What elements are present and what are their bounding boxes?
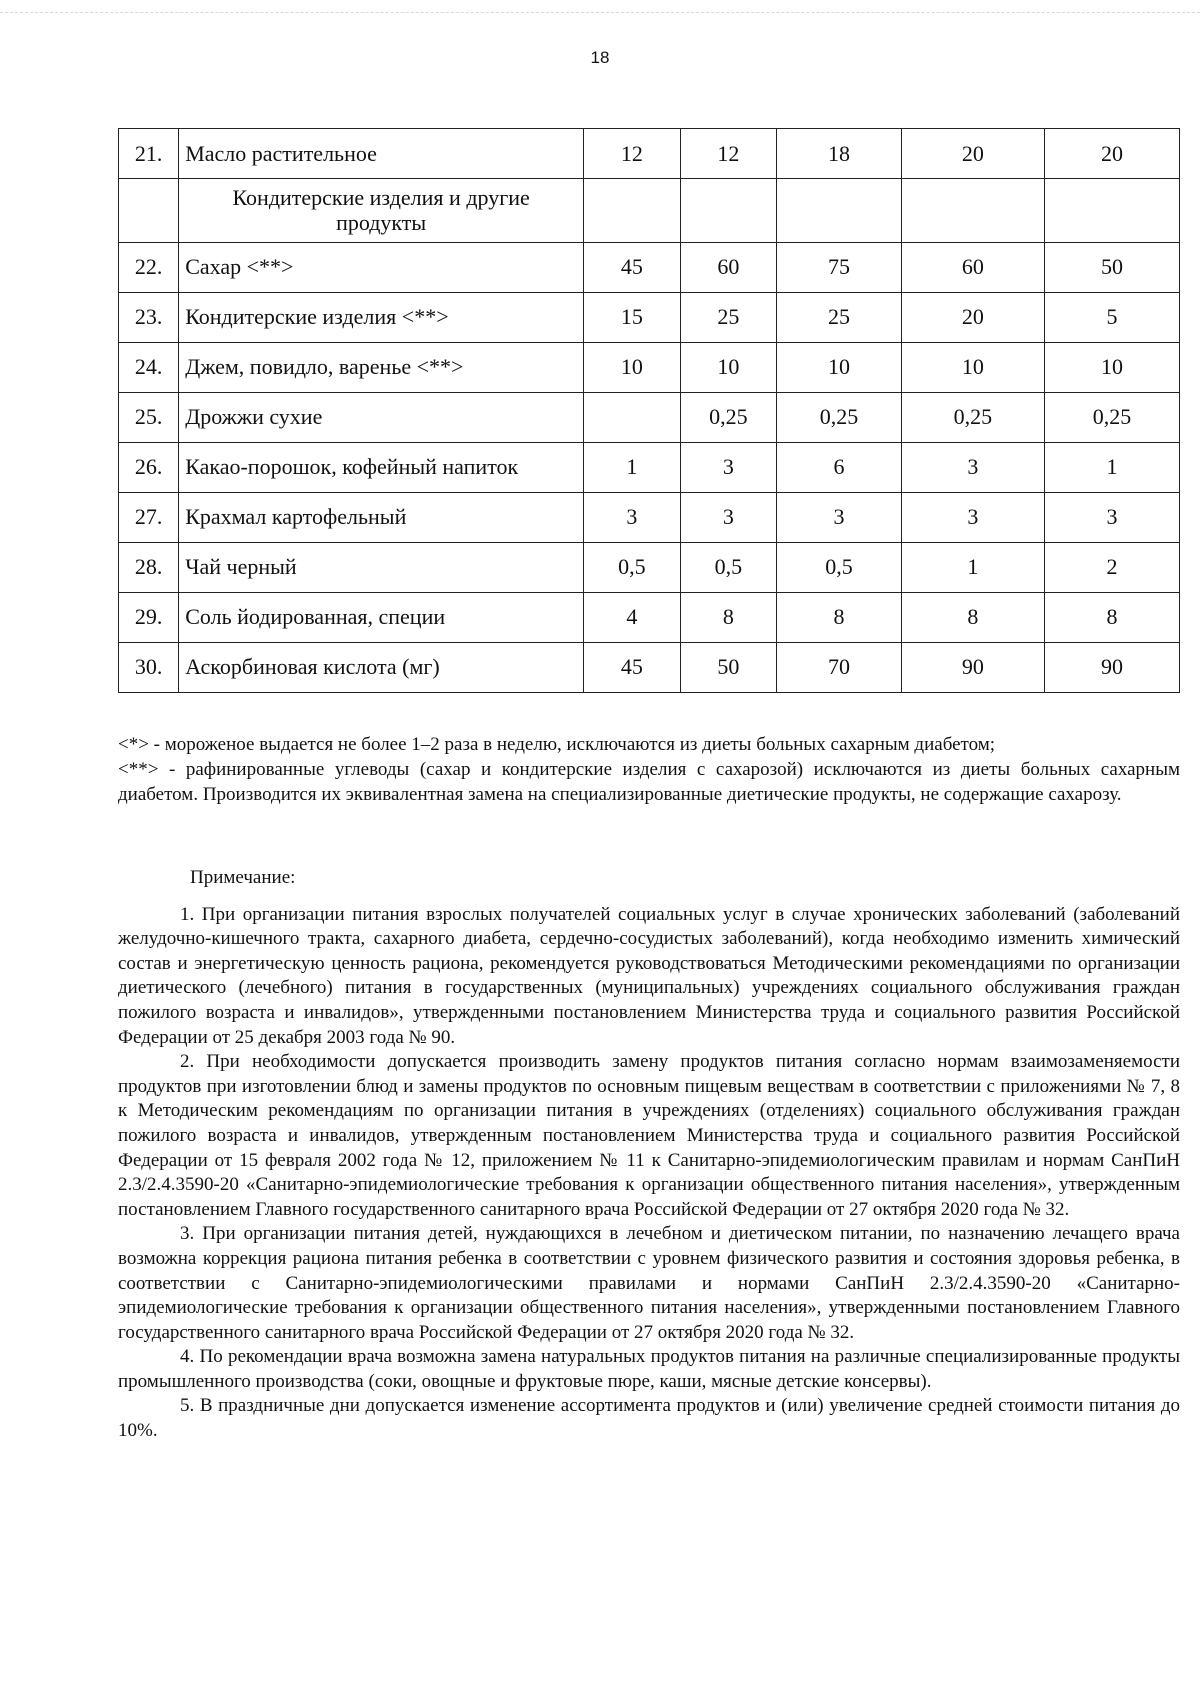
- row-number: 29.: [119, 592, 179, 642]
- table-row: [119, 592, 1180, 642]
- value-cell: 45: [584, 642, 681, 692]
- value-cell: 10: [680, 342, 777, 392]
- value-cell: 3: [680, 442, 777, 492]
- product-name: Какао-порошок, кофейный напиток: [179, 442, 584, 492]
- value-cell: 15: [584, 292, 681, 342]
- table-row: [119, 442, 1180, 492]
- product-name: Кондитерские изделия <**>: [179, 292, 584, 342]
- product-name: Чай черный: [179, 542, 584, 592]
- value-cell: 18: [777, 129, 902, 179]
- value-cell: 10: [901, 342, 1044, 392]
- value-cell: 20: [1045, 129, 1180, 179]
- value-cell: 90: [901, 642, 1044, 692]
- footnote-double-asterisk: <**> - рафинированные углеводы (сахар и кондитерские изделия с сахарозой) исключаются из диеты больных сахарным диабетом. Производится их эквивалентная замена на специализированные диетические продукты, не содержащие сахарозу.: [118, 759, 1180, 805]
- row-number: [119, 179, 179, 243]
- value-cell: 60: [901, 242, 1044, 292]
- value-cell: 3: [680, 492, 777, 542]
- value-cell: 12: [584, 129, 681, 179]
- value-cell: 8: [901, 592, 1044, 642]
- value-cell: 0,5: [777, 542, 902, 592]
- value-cell: [777, 179, 902, 243]
- value-cell: 10: [584, 342, 681, 392]
- value-cell: 10: [1045, 342, 1180, 392]
- table-row: [119, 129, 1180, 179]
- value-cell: 3: [901, 442, 1044, 492]
- page-number: 18: [590, 48, 610, 67]
- value-cell: 8: [777, 592, 902, 642]
- value-cell: 0,5: [584, 542, 681, 592]
- value-cell: 3: [584, 492, 681, 542]
- table-section-row: [119, 179, 1180, 243]
- value-cell: [1045, 179, 1180, 243]
- notes-section: [118, 866, 1180, 1444]
- value-cell: 0,25: [1045, 392, 1180, 442]
- table-row: [119, 542, 1180, 592]
- value-cell: 0,5: [680, 542, 777, 592]
- value-cell: 3: [1045, 492, 1180, 542]
- note-item-4: 4. По рекомендации врача возможна замена натуральных продуктов питания на различные специализированные продукты промышленного производства (соки, овощные и фруктовые пюре, каши, мясные детские консервы).: [118, 1346, 1180, 1392]
- value-cell: [901, 179, 1044, 243]
- table-row: [119, 342, 1180, 392]
- value-cell: 75: [777, 242, 902, 292]
- value-cell: 12: [680, 129, 777, 179]
- value-cell: 90: [1045, 642, 1180, 692]
- value-cell: 25: [680, 292, 777, 342]
- product-name: Джем, повидло, варенье <**>: [179, 342, 584, 392]
- value-cell: 1: [1045, 442, 1180, 492]
- note-item-3: 3. При организации питания детей, нуждающихся в лечебном и диетическом питании, по назначению лечащего врача возможна коррекция рациона питания ребенка в соответствии с уровнем физического развития и состояния здоровья ребенка, в соответствии с Санитарно-эпидемиологическими правилами и нормами СанПиН 2.3/2.4.3590-20 «Санитарно-эпидемиологические требования к организации общественного питания населения», утвержденными постановлением Главного государственного санитарного врача Российской Федерации от 27 октября 2020 года № 32.: [118, 1223, 1180, 1343]
- row-number: 24.: [119, 342, 179, 392]
- value-cell: 0,25: [901, 392, 1044, 442]
- table-body: [119, 129, 1180, 693]
- table-row: [119, 642, 1180, 692]
- row-number: 26.: [119, 442, 179, 492]
- value-cell: 1: [584, 442, 681, 492]
- value-cell: 10: [777, 342, 902, 392]
- value-cell: 4: [584, 592, 681, 642]
- value-cell: 70: [777, 642, 902, 692]
- value-cell: 6: [777, 442, 902, 492]
- value-cell: 20: [901, 292, 1044, 342]
- note-item-5: 5. В праздничные дни допускается изменение ассортимента продуктов и (или) увеличение средней стоимости питания до 10%.: [118, 1395, 1180, 1442]
- row-number: 23.: [119, 292, 179, 342]
- food-norms-table: [118, 128, 1180, 693]
- table-row: [119, 242, 1180, 292]
- footnotes: [118, 732, 1180, 807]
- value-cell: 0,25: [680, 392, 777, 442]
- note-item-1: 1. При организации питания взрослых получателей социальных услуг в случае хронических заболеваний (заболеваний желудочно-кишечного тракта, сахарного диабета, сердечно-сосудистых заболеваний), когда необходимо изменить химический состав и энергетическую ценность рациона, рекомендуется руководствоваться Методическими рекомендациями по организации диетического (лечебного) питания в государственных (муниципальных) учреждениях социального обслуживания граждан пожилого возраста и инвалидов», утвержденными постановлением Министерства труда и социального развития Российской Федерации от 25 декабря 2003 года № 90.: [118, 903, 1180, 1048]
- row-number: 25.: [119, 392, 179, 442]
- value-cell: 5: [1045, 292, 1180, 342]
- product-name: Соль йодированная, специи: [179, 592, 584, 642]
- product-name: Сахар <**>: [179, 242, 584, 292]
- value-cell: 3: [777, 492, 902, 542]
- value-cell: 0,25: [777, 392, 902, 442]
- value-cell: 8: [680, 592, 777, 642]
- footnote-single-asterisk: <*> - мороженое выдается не более 1–2 раза в неделю, исключаются из диеты больных сахарным диабетом;: [118, 734, 996, 755]
- row-number: 28.: [119, 542, 179, 592]
- product-name: Дрожжи сухие: [179, 392, 584, 442]
- product-name: Масло растительное: [179, 129, 584, 179]
- value-cell: 8: [1045, 592, 1180, 642]
- value-cell: 50: [680, 642, 777, 692]
- note-item-2: 2. При необходимости допускается производить замену продуктов питания согласно нормам взаимозаменяемости продуктов при изготовлении блюд и замены продуктов по основным пищевым веществам в соответствии с приложениями № 7, 8 к Методическим рекомендациям по организации питания в учреждениях (отделениях) социального обслуживания граждан пожилого возраста и инвалидов, утвержденным постановлением Министерства труда и социального развития Российской Федерации от 15 февраля 2002 года № 12, приложением № 11 к Санитарно-эпидемиологическим правилам и нормам СанПиН 2.3/2.4.3590-20 «Санитарно-эпидемиологические требования к организации общественного питания населения», утвержденным постановлением Главного государственного санитарного врача Российской Федерации от 27 октября 2020 года № 32.: [118, 1051, 1180, 1220]
- value-cell: [680, 179, 777, 243]
- value-cell: 1: [901, 542, 1044, 592]
- value-cell: 20: [901, 129, 1044, 179]
- row-number: 21.: [119, 129, 179, 179]
- notes-heading: Примечание:: [190, 867, 296, 888]
- table-row: [119, 492, 1180, 542]
- value-cell: [584, 179, 681, 243]
- product-name: Крахмал картофельный: [179, 492, 584, 542]
- table-row: [119, 392, 1180, 442]
- section-title: Кондитерские изделия и другие продукты: [179, 179, 584, 243]
- value-cell: 50: [1045, 242, 1180, 292]
- row-number: 22.: [119, 242, 179, 292]
- value-cell: 25: [777, 292, 902, 342]
- value-cell: 45: [584, 242, 681, 292]
- value-cell: [584, 392, 681, 442]
- value-cell: 2: [1045, 542, 1180, 592]
- value-cell: 3: [901, 492, 1044, 542]
- row-number: 27.: [119, 492, 179, 542]
- page-top-rule: [0, 12, 1200, 13]
- table-row: [119, 292, 1180, 342]
- value-cell: 60: [680, 242, 777, 292]
- product-name: Аскорбиновая кислота (мг): [179, 642, 584, 692]
- row-number: 30.: [119, 642, 179, 692]
